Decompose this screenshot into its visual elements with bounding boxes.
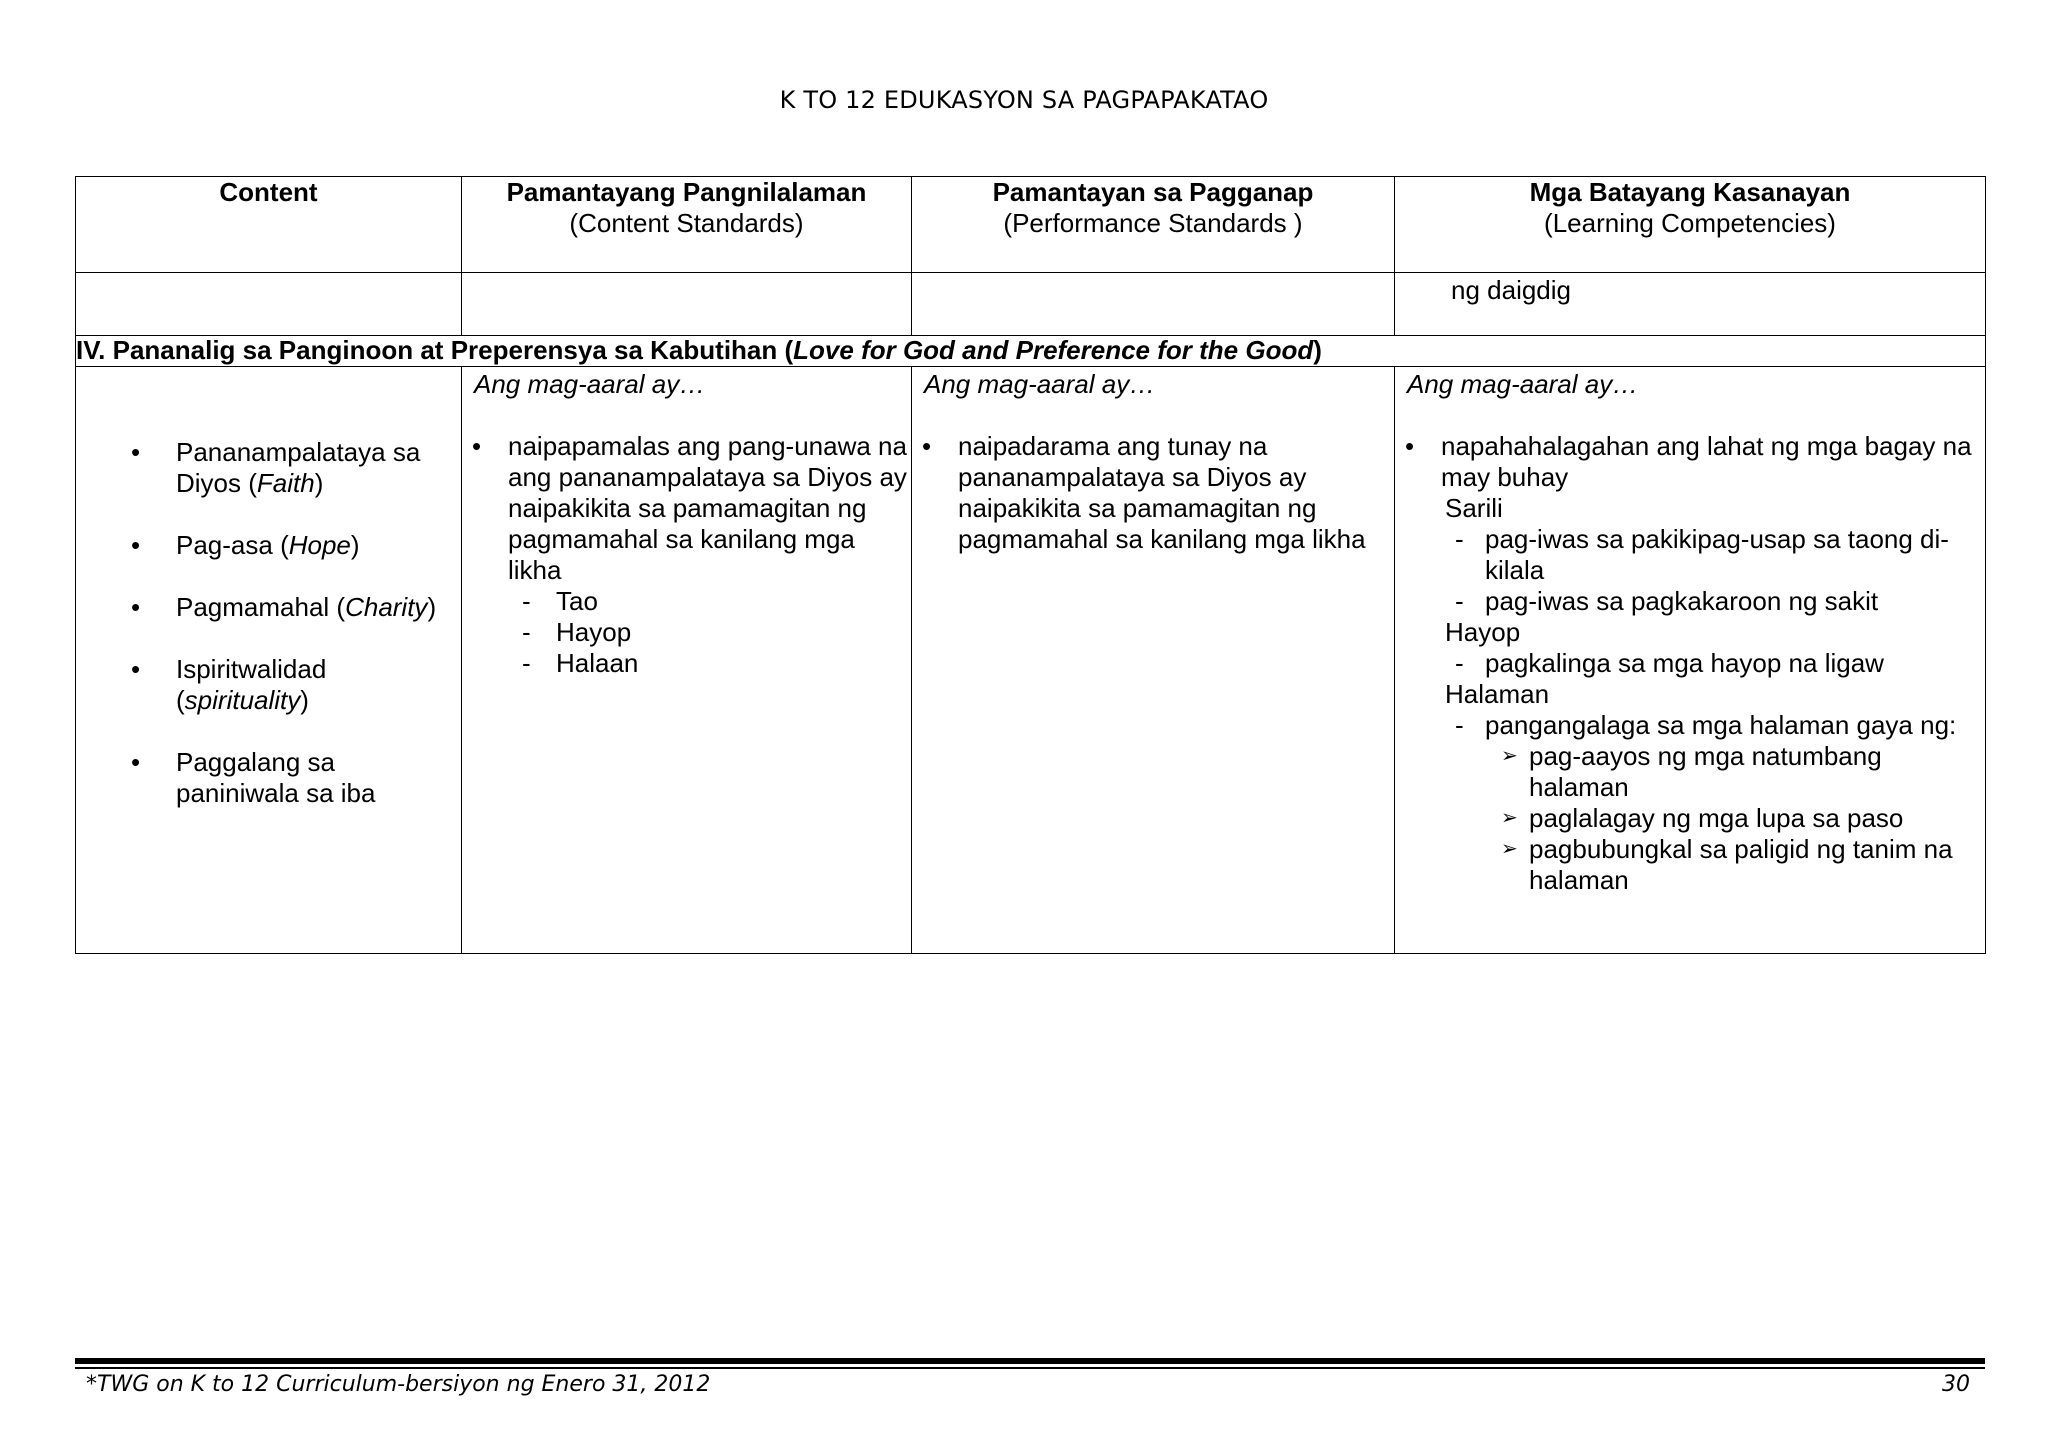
list-item: - Halaan bbox=[508, 648, 911, 679]
arrow-list bbox=[1395, 741, 1985, 896]
footer-rule bbox=[75, 1358, 1985, 1364]
list-item: • Pananampalataya sa Diyos (Faith) bbox=[76, 437, 461, 499]
list-item: - Tao bbox=[508, 586, 911, 617]
section-heading bbox=[76, 336, 1986, 367]
sub-list bbox=[462, 586, 911, 679]
list-item: - pagkalinga sa mga hayop na ligaw bbox=[1395, 648, 1985, 679]
column-header-performance-standards bbox=[912, 177, 1395, 273]
document-title: K TO 12 EDUKASYON SA PAGPAPAKATAO bbox=[779, 86, 1269, 114]
table-row bbox=[76, 273, 1986, 336]
section-heading-close: ) bbox=[1313, 335, 1322, 365]
list-item: ➢ pag-aayos ng mga natumbang halaman bbox=[1395, 741, 1985, 803]
table-header-row bbox=[76, 177, 1986, 273]
table-cell bbox=[76, 273, 462, 336]
list-item: ➢ pagbubungkal sa paligid ng tanim na halaman bbox=[1395, 834, 1985, 896]
content-standards-list bbox=[462, 431, 911, 586]
section-heading-italic: Love for God and Preference for the Good bbox=[793, 335, 1314, 365]
column-subtitle: (Content Standards) bbox=[569, 208, 804, 238]
group-label: Halaman bbox=[1445, 679, 1550, 709]
sub-list bbox=[1395, 524, 1985, 617]
list-item: - pag-iwas sa pagkakaroon ng sakit bbox=[1395, 586, 1985, 617]
content-list bbox=[76, 437, 461, 809]
table-row bbox=[76, 367, 1986, 954]
section-heading-text: IV. Pananalig sa Panginoon at Preperensya sa Kabutihan ( bbox=[76, 335, 794, 365]
list-item: • Paggalang sa paniniwala sa iba bbox=[76, 747, 461, 809]
curriculum-table bbox=[75, 176, 1986, 954]
section-row bbox=[76, 336, 1986, 367]
column-header-learning-competencies bbox=[1395, 177, 1986, 273]
column-header-content-standards bbox=[462, 177, 912, 273]
lead-in-text: Ang mag-aaral ay… bbox=[474, 369, 706, 399]
learning-competencies-cell bbox=[1395, 367, 1986, 954]
performance-standards-list bbox=[912, 431, 1394, 555]
content-cell bbox=[76, 367, 462, 954]
lead-in-text: Ang mag-aaral ay… bbox=[1407, 369, 1639, 399]
list-item: - pag-iwas sa pakikipag-usap sa taong di-kilala bbox=[1395, 524, 1985, 586]
competencies-list bbox=[1395, 431, 1985, 493]
list-item: • Pagmamahal (Charity) bbox=[76, 592, 461, 623]
column-subtitle: (Learning Competencies) bbox=[1544, 208, 1836, 238]
footer-rule-thin bbox=[75, 1367, 1985, 1369]
sub-list bbox=[1395, 710, 1985, 741]
group-label: Hayop bbox=[1445, 617, 1521, 647]
column-title: Content bbox=[219, 177, 318, 207]
list-item: • napahahalagahan ang lahat ng mga bagay na may buhay bbox=[1395, 431, 1985, 493]
list-item: - pangangalaga sa mga halaman gaya ng: bbox=[1395, 710, 1985, 741]
lead-in-text: Ang mag-aaral ay… bbox=[924, 369, 1156, 399]
list-item: ➢ paglalagay ng mga lupa sa paso bbox=[1395, 803, 1985, 834]
group-label: Sarili bbox=[1445, 493, 1503, 523]
table-cell bbox=[1395, 273, 1986, 336]
footer-note: *TWG on K to 12 Curriculum-bersiyon ng Enero 31, 2012 bbox=[86, 1372, 711, 1397]
page-number: 30 bbox=[1942, 1372, 1970, 1397]
table-cell bbox=[462, 273, 912, 336]
list-item: • naipapamalas ang pang-unawa na ang pananampalataya sa Diyos ay naipakikita sa pamamagitan ng pagmamahal sa kanilang mga likha bbox=[462, 431, 911, 586]
list-item: • Pag-asa (Hope) bbox=[76, 530, 461, 561]
column-title: Pamantayan sa Pagganap bbox=[992, 177, 1314, 207]
table-cell bbox=[912, 273, 1395, 336]
continuation-text: ng daigdig bbox=[1451, 275, 1571, 305]
column-title: Pamantayang Pangnilalaman bbox=[506, 177, 867, 207]
sub-list bbox=[1395, 648, 1985, 679]
content-standards-cell bbox=[462, 367, 912, 954]
column-header-content bbox=[76, 177, 462, 273]
performance-standards-cell bbox=[912, 367, 1395, 954]
column-title: Mga Batayang Kasanayan bbox=[1529, 177, 1851, 207]
list-item: - Hayop bbox=[508, 617, 911, 648]
list-item: • Ispiritwalidad (spirituality) bbox=[76, 654, 461, 716]
column-subtitle: (Performance Standards ) bbox=[1003, 208, 1303, 238]
list-item: • naipadarama ang tunay na pananampalataya sa Diyos ay naipakikita sa pamamagitan ng pagmamahal sa kanilang mga likha bbox=[912, 431, 1394, 555]
